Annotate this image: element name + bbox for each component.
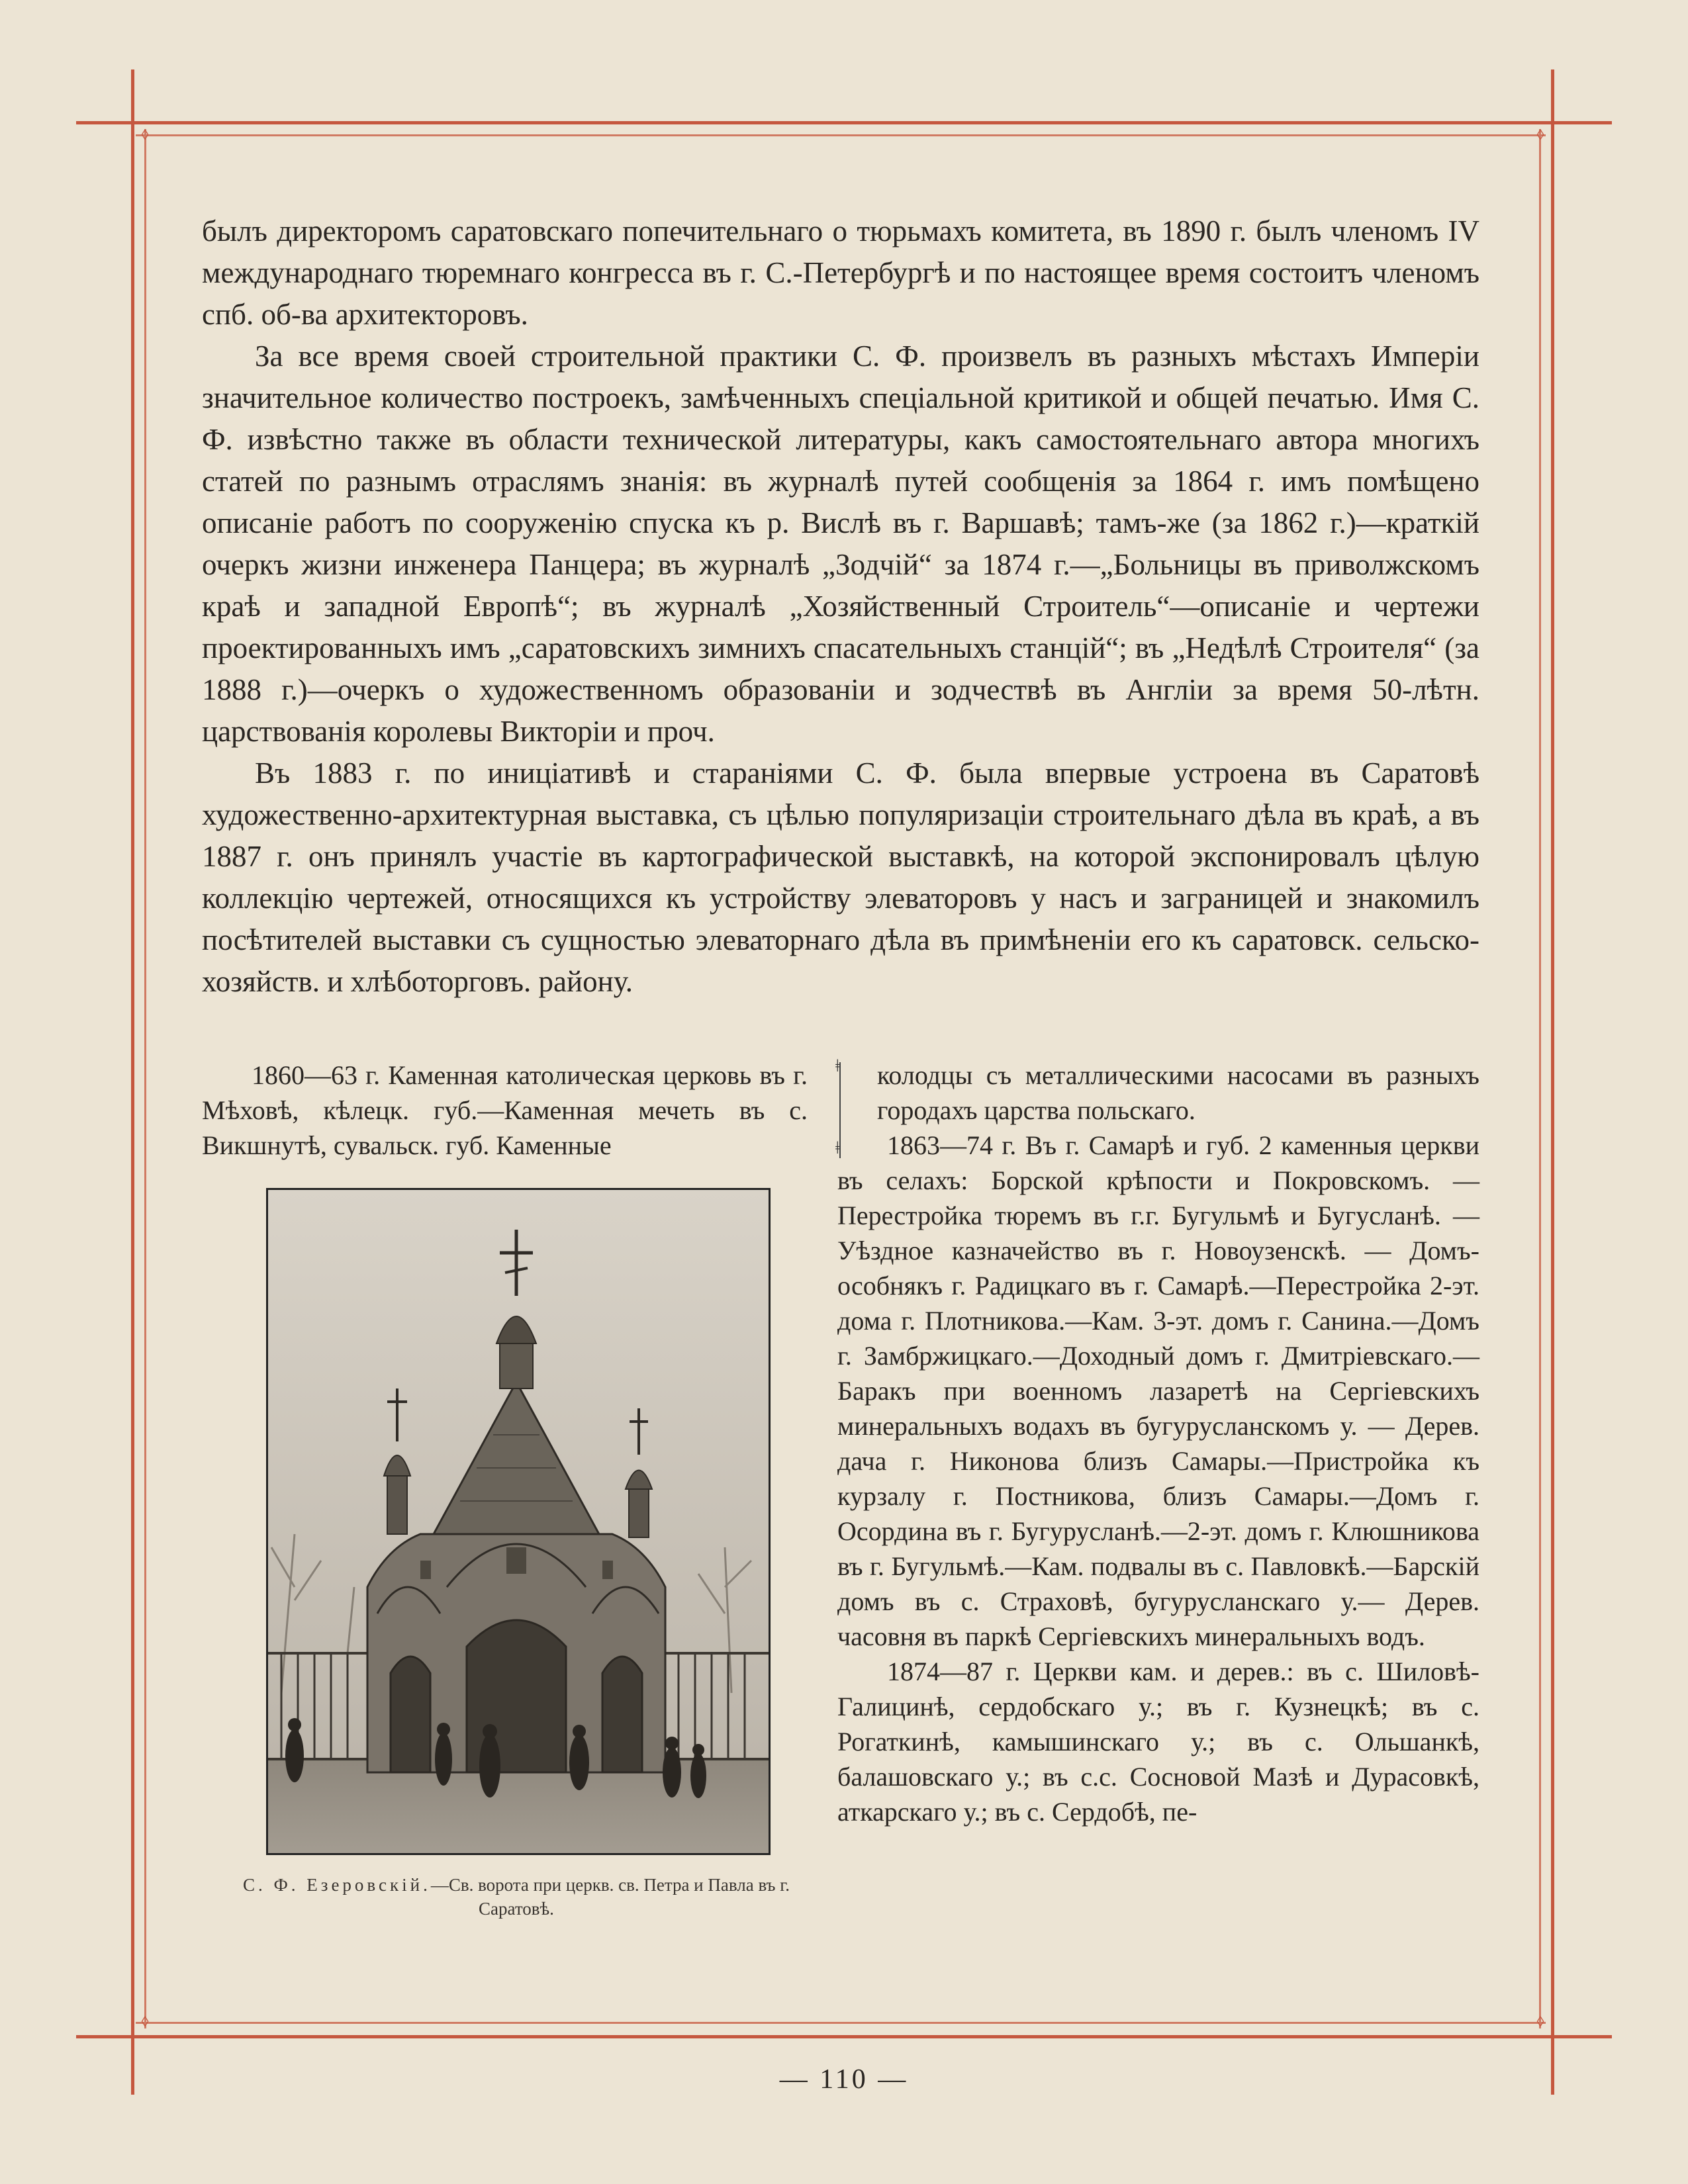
left-column-paragraph: 1860—63 г. Каменная католическая церковь въ г. Мѣховѣ, кѣлецк. губ.—Каменная мечеть въ с. Викшнутѣ, сувальск. губ. Каменные [202, 1060, 808, 1160]
column-divider-mark-bottom: ǂ [835, 1138, 840, 1158]
bottom-border-outer [76, 2035, 1612, 2038]
main-text [202, 210, 1479, 1003]
column-divider-mark-top: ǂ [835, 1056, 840, 1075]
top-border-inner [136, 134, 1546, 136]
corner-ornament-tl: ◊ [141, 126, 149, 143]
main-paragraph-3: Въ 1883 г. по иниціативѣ и стараніями С. Ф. была впервые устроена въ Саратовѣ художественно-архитектурная выставка, съ цѣлью популяризаціи строительнаго дѣла въ краѣ, а въ 1887 г. онъ принялъ участіе въ картографической выставкѣ, на которой экспонировалъ цѣлую коллекцію чертежей, относящихся къ устройству элеваторовъ у насъ и заграницей и знакомилъ посѣтителей выставки съ сущностью элеваторнаго дѣла въ примѣненіи его къ саратовск. сельско-хозяйств. и хлѣботорговъ. району. [202, 756, 1479, 998]
main-paragraph-2: За все время своей строительной практики С. Ф. произвелъ въ разныхъ мѣстахъ Имперіи значительное количество построекъ, замѣченныхъ спеціальной критикой и общей печатью. Имя С. Ф. извѣстно также въ области технической литературы, какъ самостоятельнаго автора многихъ статей по разнымъ отраслямъ знанія: въ журналѣ путей сообщенія за 1864 г. имъ помѣщено описаніе работъ по сооруженію спуска къ р. Вислѣ въ г. Варшавѣ; тамъ-же (за 1862 г.)—краткій очеркъ жизни инженера Панцера; въ журналѣ „Зодчій“ за 1874 г.—„Больницы въ приволжскомъ краѣ и западной Европѣ“; въ журналѣ „Хозяйственный Строитель“—описаніе и чертежи проектированныхъ имъ „саратовскихъ зимнихъ спасательныхъ станцій“; въ „Недѣлѣ Строителя“ (за 1888 г.)—очеркъ о художественномъ образованіи и зодчествѣ въ Англіи за время 50-лѣтн. царствованія королевы Викторіи и проч. [202, 340, 1479, 748]
left-column [202, 1058, 808, 1163]
church-gate-photo [266, 1188, 771, 1855]
right-border-outer [1551, 69, 1554, 2095]
left-border-inner [144, 129, 146, 2028]
page-number: — 110 — [779, 2064, 909, 2095]
church-gate-illustration [268, 1190, 769, 1853]
right-column-continuation: колодцы съ металлическими насосами въ разныхъ городахъ царства польскаго. [877, 1060, 1479, 1125]
caption-description: —Св. ворота при церкв. св. Петра и Павла въ г. Саратовѣ. [430, 1875, 790, 1919]
caption-author: С. Ф. Езеровскій. [242, 1875, 431, 1895]
top-border-outer [76, 121, 1612, 124]
corner-ornament-tr: ◊ [1536, 126, 1544, 143]
figure-caption [218, 1873, 814, 1921]
right-column-paragraph-1874: 1874—87 г. Церкви кам. и дерев.: въ с. Шиловѣ-Галицинѣ, сердобскаго у.; въ г. Кузнецкѣ; въ с. Рогаткинѣ, камышинскаго у.; въ с. Ольшанкѣ, балашовскаго у.; въ с.с. Сосновой Мазѣ и Дурасовкѣ, аткарскаго у.; въ с. Сердобѣ, пе- [837, 1657, 1479, 1827]
right-column-paragraph-1863: 1863—74 г. Въ г. Самарѣ и губ. 2 каменныя церкви въ селахъ: Борской крѣпости и Покровскомъ. — Перестройка тюремъ въ г.г. Бугульмѣ и Бугусланѣ. — Уѣздное казначейство въ г. Новоузенскѣ. — Домъ-особнякъ г. Радицкаго въ г. Самарѣ.—Перестройка 2-эт. дома г. Плотникова.—Кам. 3-эт. домъ г. Санина.—Домъ г. Замбржицкаго.—Доходный домъ г. Дмитріевскаго.—Баракъ при военномъ лазаретѣ на Сергіевскихъ минеральныхъ водахъ въ бугурусланскомъ у. — Дерев. дача г. Никонова близъ Самары.—Пристройка къ курзалу г. Постникова, близъ Самары.—Домъ г. Осордина въ г. Бугурусланѣ.—2-эт. домъ г. Клюшникова въ г. Бугульмѣ.—Кам. подвалы въ с. Павловкѣ.—Барскій домъ въ с. Страховѣ, бугурусланскаго у.— Дерев. часовня въ паркѣ Сергіевскихъ минеральныхъ водъ. [837, 1130, 1479, 1651]
right-column [837, 1058, 1479, 1829]
corner-ornament-bl: ◊ [141, 2013, 149, 2030]
corner-ornament-br: ◊ [1536, 2013, 1544, 2030]
left-border-outer [131, 69, 134, 2095]
bottom-border-inner [136, 2022, 1546, 2024]
right-border-inner [1539, 129, 1541, 2028]
main-paragraph-1: былъ директоромъ саратовскаго попечительнаго о тюрьмахъ комитета, въ 1890 г. былъ членомъ IV международнаго тюремнаго конгресса въ г. С.-Петербургѣ и по настоящее время состоитъ членомъ спб. об-ва архитекторовъ. [202, 214, 1479, 331]
